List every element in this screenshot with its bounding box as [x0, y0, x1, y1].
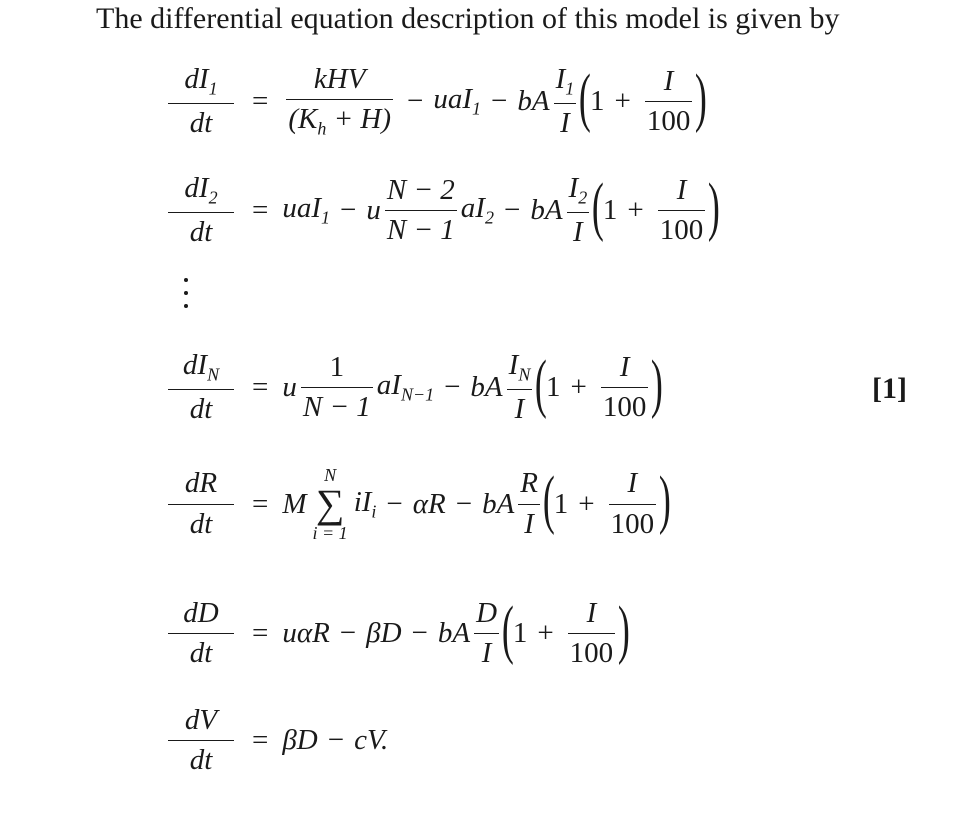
- ratio-fraction: $\frac{I_1}{I}$: [555, 63, 575, 139]
- equation-dIN: $\frac{dI_N}{dt}$ = u $\frac{1}{N - 1}$ $aI_{N-1}$ − bA $\frac{I_N}{I}$ ( 1 + $\frac{I}{100}$ ): [168, 350, 662, 425]
- equation-dD: $\frac{dD}{dt}$ = uαR − βD − bA $\frac{D}{I}$ ( 1 + $\frac{I}{100}$ ): [168, 598, 629, 670]
- term-uaI1: uaI$_1$: [433, 83, 482, 119]
- equation-dI2: $\frac{dI_2}{dt}$ = uaI$_1$ − u $\frac{N - 2}{N - 1}$ $aI_2$ − bA $\frac{I_2}{I}$ ( 1 + $\frac{I}{100}$ ): [168, 173, 719, 248]
- equation-number: [1]: [872, 372, 907, 405]
- equation-dR: $\frac{dR}{dt}$ = M N ∑ i = 1 $iI_i$ − αR − bA $\frac{R}{I}$ ( 1 + $\frac{I}{100}$ ): [168, 465, 670, 543]
- rate-fraction: $\frac{\text{kHV}}{(K_h + H)}$: [288, 63, 392, 139]
- equation-dI1: $\frac{dI_1}{dt}$ = $\frac{\text{kHV}}{(K_h + H)}$ − uaI$_1$ − bA $\frac{I_1}{I}$ ( 1 + $\frac{I}{100}$ ): [168, 64, 706, 139]
- summation: N ∑ i = 1: [312, 465, 348, 543]
- equation-dV: $\frac{dV}{dt}$ = βD − cV.: [168, 705, 388, 777]
- vertical-ellipsis: [184, 278, 188, 308]
- lhs-fraction: $\frac{dI_1}{dt}$: [168, 64, 234, 139]
- intro-text: The differential equation description of this model is given by: [96, 2, 840, 35]
